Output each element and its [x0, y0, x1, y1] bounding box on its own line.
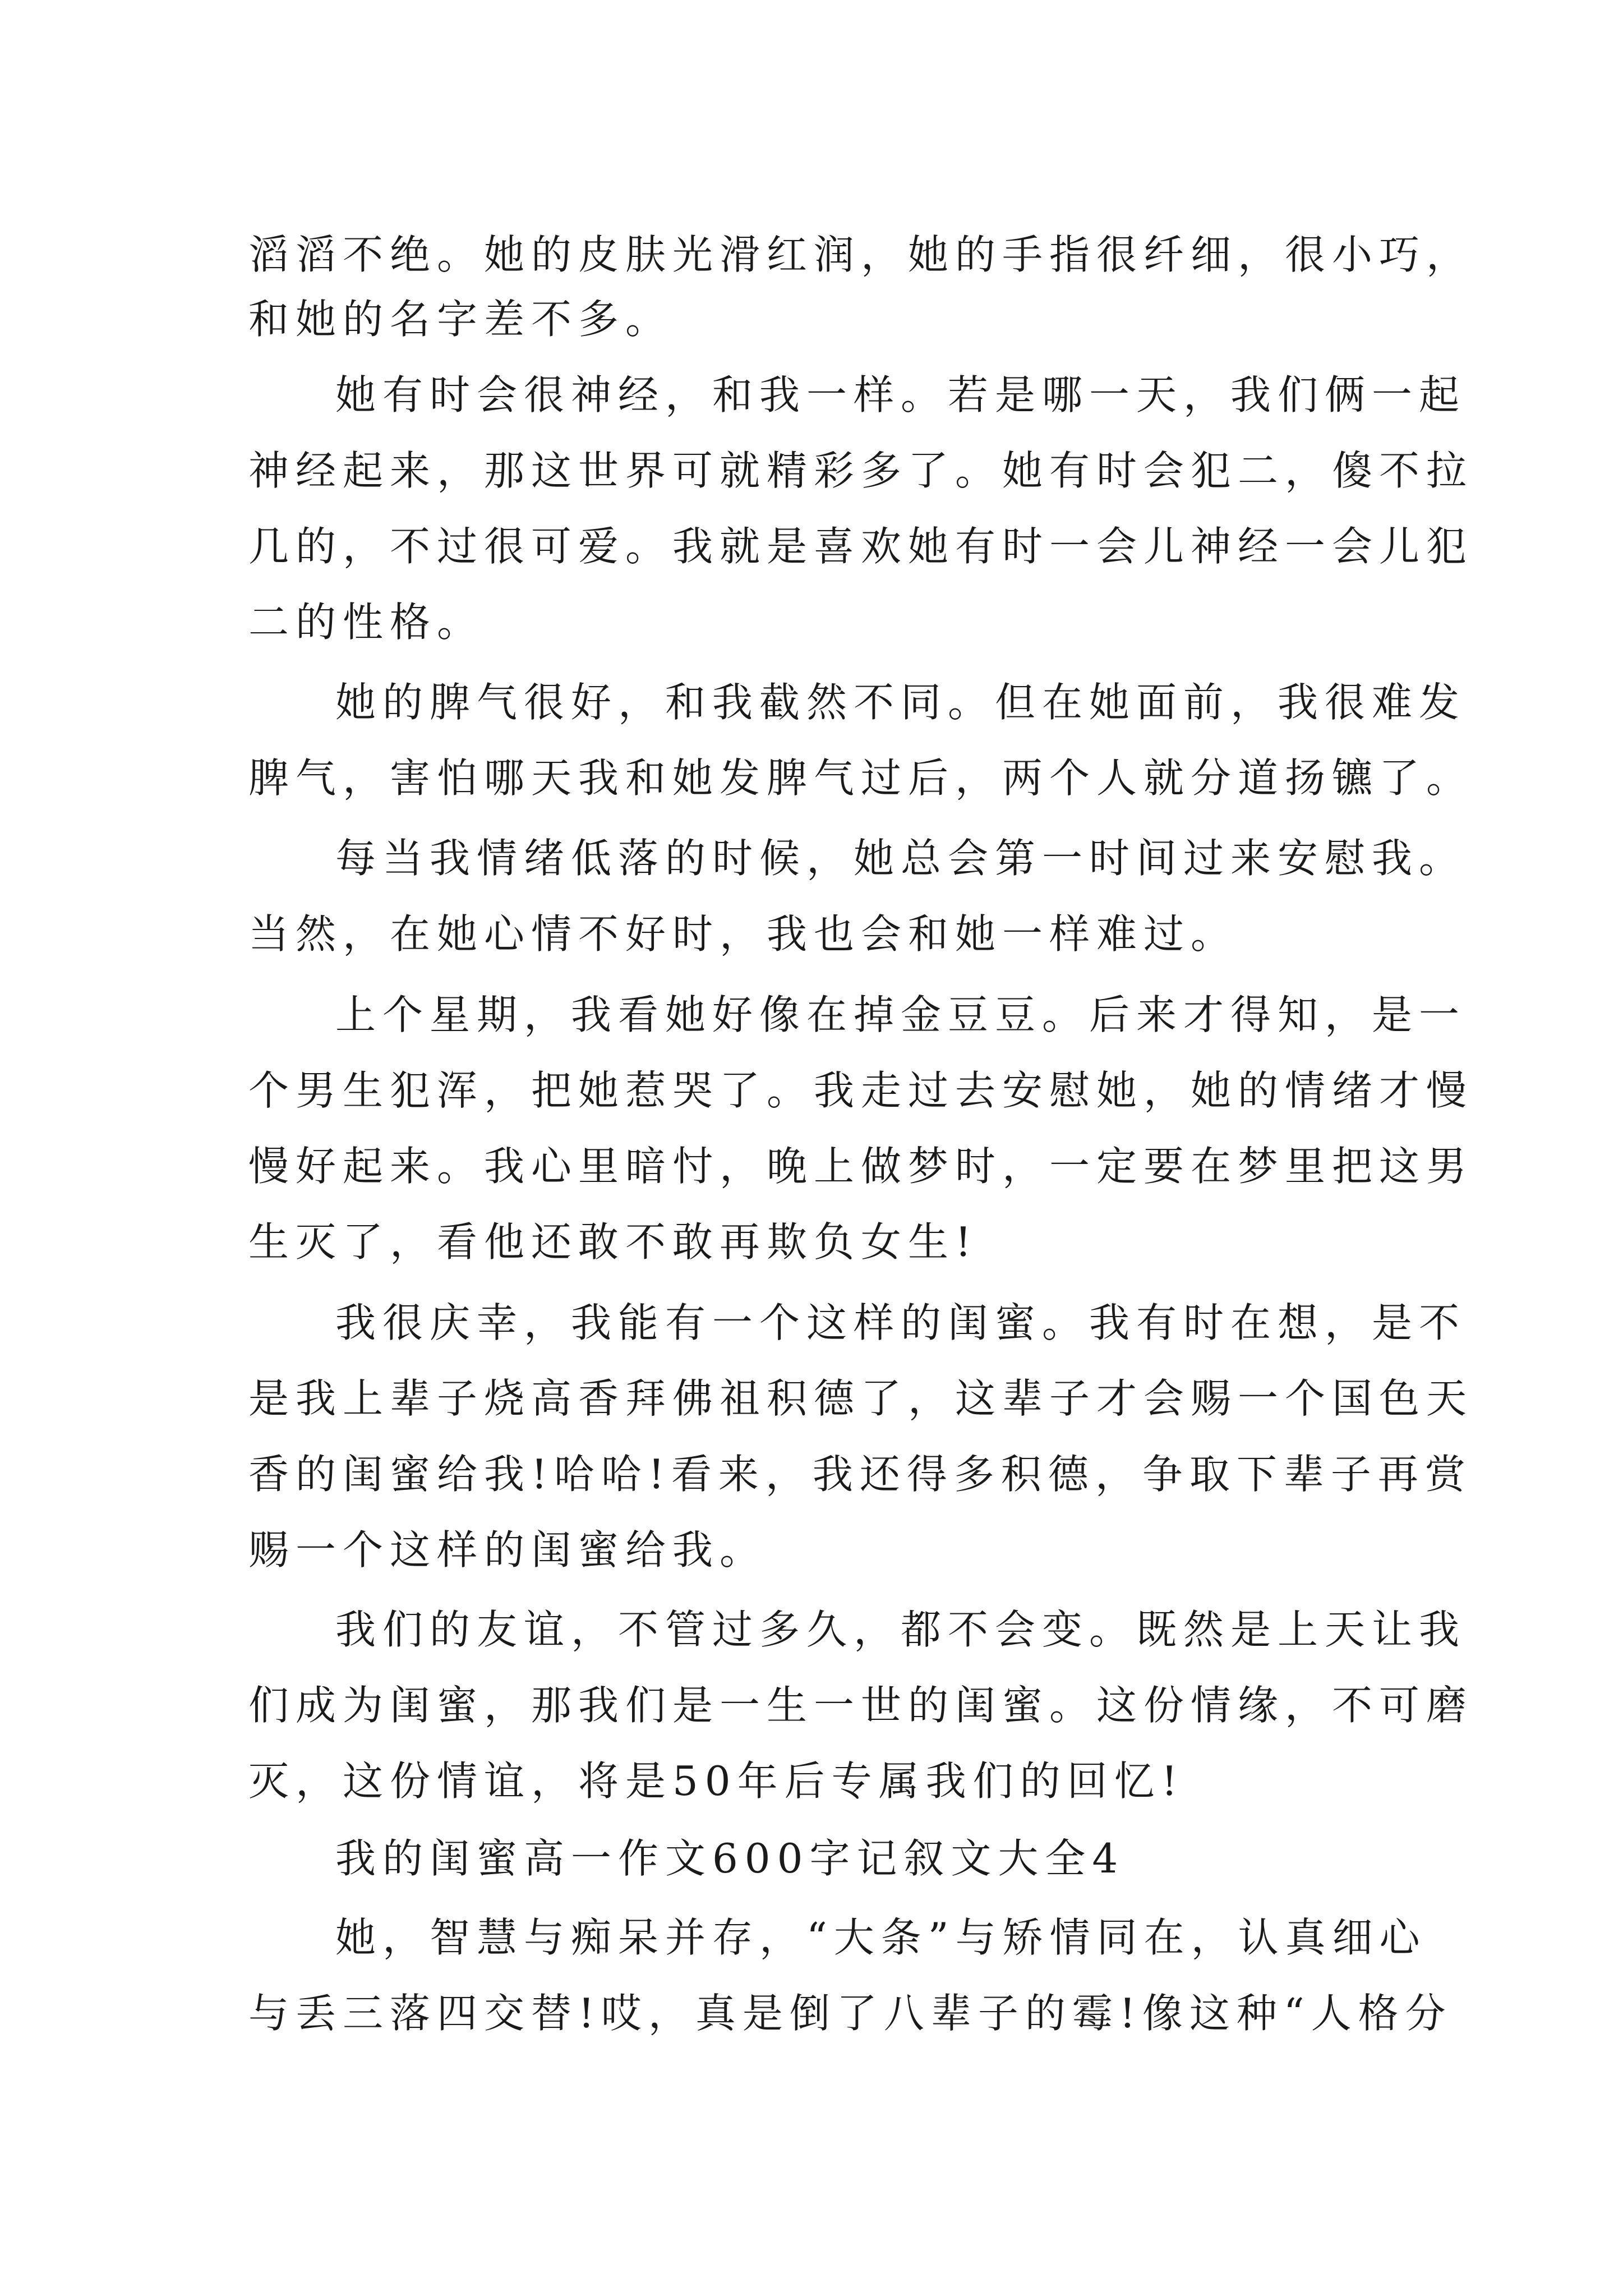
text-line: 神经起来，那这世界可就精彩多了。她有时会犯二，傻不拉 — [248, 447, 1474, 494]
text-line: 每当我情绪低落的时候，她总会第一时间过来安慰我。 — [335, 835, 1467, 882]
text-line: 生灭了，看他还敢不敢再欺负女生! — [248, 1218, 978, 1266]
text-line: 上个星期，我看她好像在掉金豆豆。后来才得知，是一 — [335, 991, 1467, 1038]
text-line: 是我上辈子烧高香拜佛祖积德了，这辈子才会赐一个国色天 — [248, 1375, 1474, 1422]
text-line: 当然，在她心情不好时，我也会和她一样难过。 — [248, 910, 1238, 958]
text-line: 滔滔不绝。她的皮肤光滑红润，她的手指很纤细，很小巧， — [248, 231, 1474, 278]
text-line: 们成为闺蜜，那我们是一生一世的闺蜜。这份情缘，不可磨 — [248, 1682, 1474, 1729]
text-line: 香的闺蜜给我!哈哈!看来，我还得多积德，争取下辈子再赏 — [248, 1451, 1472, 1498]
text-line: 几的，不过很可爱。我就是喜欢她有时一会儿神经一会儿犯 — [248, 523, 1474, 570]
text-line: 我很庆幸，我能有一个这样的闺蜜。我有时在想，是不 — [335, 1299, 1467, 1346]
text-line: 脾气，害怕哪天我和她发脾气过后，两个人就分道扬镳了。 — [248, 754, 1474, 802]
text-line: 个男生犯浑，把她惹哭了。我走过去安慰她，她的情绪才慢 — [248, 1067, 1474, 1114]
section-heading: 我的闺蜜高一作文600字记叙文大全4 — [335, 1835, 1125, 1882]
text-line: 她的脾气很好，和我截然不同。但在她面前，我很难发 — [335, 679, 1467, 726]
text-line: 她，智慧与痴呆并存，“大条”与矫情同在，认真细心 — [335, 1914, 1427, 1961]
text-line: 二的性格。 — [248, 599, 485, 646]
text-line: 赐一个这样的闺蜜给我。 — [248, 1526, 767, 1573]
text-line: 和她的名字差不多。 — [248, 296, 673, 343]
text-line: 灭，这份情谊，将是50年后专属我们的回忆! — [248, 1757, 1184, 1805]
text-line: 慢好起来。我心里暗忖，晚上做梦时，一定要在梦里把这男 — [248, 1143, 1474, 1190]
text-line: 与丢三落四交替!哎，真是倒了八辈子的霉!像这种“人格分 — [248, 1990, 1453, 2037]
text-line: 我们的友谊，不管过多久，都不会变。既然是上天让我 — [335, 1606, 1467, 1653]
text-line: 她有时会很神经，和我一样。若是哪一天，我们俩一起 — [335, 371, 1467, 418]
